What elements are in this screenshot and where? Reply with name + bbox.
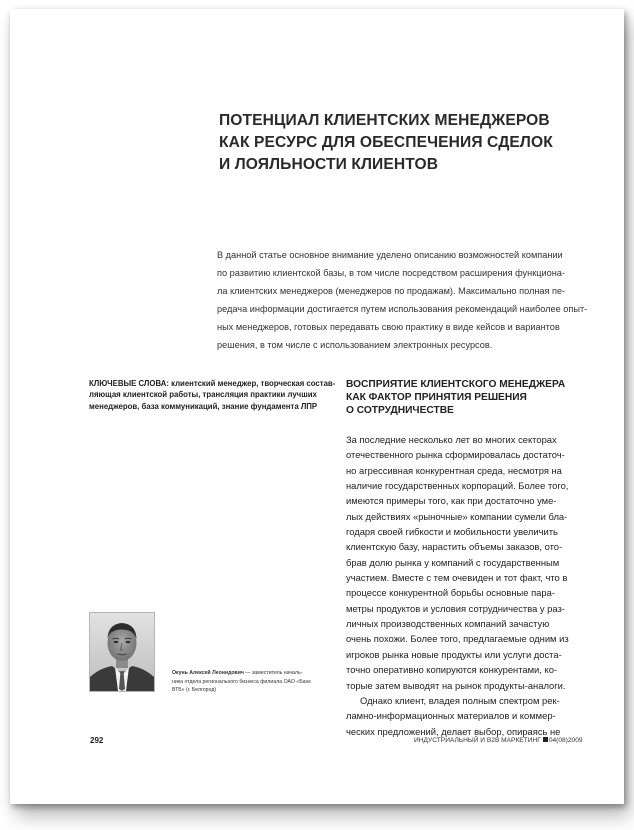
article-title	[219, 110, 599, 176]
square-separator-icon	[543, 737, 548, 742]
body-line: наличие государственных корпораций. Более того,	[346, 480, 569, 492]
page-number: 292	[90, 736, 104, 745]
author-position-start: — заместитель началь-	[243, 670, 303, 676]
article-title-line: КАК РЕСУРС ДЛЯ ОБЕСПЕЧЕНИЯ СДЕЛОК	[219, 134, 553, 151]
article-title-line: И ЛОЯЛЬНОСТИ КЛИЕНТОВ	[219, 156, 439, 173]
keywords-line: ляющая клиентской работы, трансляция практики лучших	[89, 390, 317, 400]
body-line: точно оперативно копируются конкурентами, ко-	[346, 664, 558, 676]
caption-line: ВТБ» (г. Белгород)	[172, 687, 217, 694]
author-portrait-image	[90, 613, 154, 691]
journal-name: ИНДУСТРИАЛЬНЫЙ И B2B МАРКЕТИНГ	[414, 737, 541, 744]
section-heading-line: КАК ФАКТОР ПРИНЯТИЯ РЕШЕНИЯ	[346, 392, 527, 404]
body-line: процессе конкурентной борьбы основные пара-	[346, 587, 555, 599]
abstract-line: решения, в том числе с использованием электронных ресурсов.	[217, 340, 493, 351]
caption-line	[172, 669, 352, 678]
body-line: За последние несколько лет во многих секторах	[346, 434, 557, 445]
author-photo	[89, 612, 155, 692]
author-name: Окунь Алексей Леонидович	[172, 670, 244, 676]
body-line: Однако клиент, владея полным спектром рек-	[360, 694, 560, 706]
body-line: имеются примеры того, как при достаточно уме-	[346, 495, 557, 507]
keywords-block	[89, 378, 344, 412]
body-line: личных производственных компаний зачастую	[346, 618, 550, 630]
body-line: ческих предложений, делает выбор, опираясь не	[346, 725, 561, 737]
body-line: игроков рынка новые продукты или услуги доста-	[346, 648, 562, 660]
section-heading-line: ВОСПРИЯТИЕ КЛИЕНТСКОГО МЕНЕДЖЕРА	[346, 379, 566, 390]
section-heading	[346, 378, 616, 418]
body-line: клиентскую базу, нарастить объемы заказов, ото-	[346, 541, 563, 553]
body-line: годаря своей гибкости и мобильности увеличить	[346, 526, 558, 538]
abstract-line: редача информации достигается путем использования рекомендаций наиболее опыт-	[217, 304, 588, 315]
body-line: очень похожи. Более того, предлагаемые одним из	[346, 633, 569, 645]
body-line: отечественного рынка сформировалась достаточ-	[346, 449, 565, 461]
body-line: но агрессивная конкурентная среда, несмотря на	[346, 464, 562, 476]
body-line: лых действиях «рыночные» компании сумели бла-	[346, 510, 568, 522]
body-line: торые затем выводят на рынок продукты-аналоги.	[346, 679, 566, 691]
body-line: метры продуктов и условия сотрудничества у раз-	[346, 602, 565, 614]
issue-number: 04(08)2009	[548, 737, 583, 744]
article-title-line: ПОТЕНЦИАЛ КЛИЕНТСКИХ МЕНЕДЖЕРОВ	[219, 112, 550, 129]
running-footer	[414, 737, 583, 744]
abstract-line: ла клиентских менеджеров (менеджеров по продажам). Максимально полная пе-	[217, 286, 566, 297]
author-caption	[172, 669, 352, 695]
keywords-line: КЛЮЧЕВЫЕ СЛОВА: клиентский менеджер, творческая состав-	[89, 379, 336, 388]
abstract-line: ных менеджеров, готовых передавать свою практику в виде кейсов и вариантов	[217, 322, 560, 333]
article-body	[346, 432, 606, 739]
body-line: брав долю рынка у компаний с государственным	[346, 556, 560, 568]
body-line: ламно-информационных материалов и коммер-	[346, 710, 556, 722]
magazine-page	[10, 9, 624, 804]
body-line: участием. Вместе с тем очевиден и тот факт, что в	[346, 572, 568, 584]
keywords-line: менеджеров, база коммуникаций, знание фундамента ЛПР	[89, 401, 318, 411]
abstract-line: В данной статье основное внимание уделено описанию возможностей компании	[217, 250, 563, 260]
article-abstract	[217, 246, 607, 355]
section-heading-line: О СОТРУДНИЧЕСТВЕ	[346, 405, 454, 417]
abstract-line: по развитию клиентской базы, в том числе посредством расширения функциона-	[217, 268, 565, 279]
caption-line: ника отдела регионального бизнеса филиала ОАО «Банк	[172, 678, 311, 685]
